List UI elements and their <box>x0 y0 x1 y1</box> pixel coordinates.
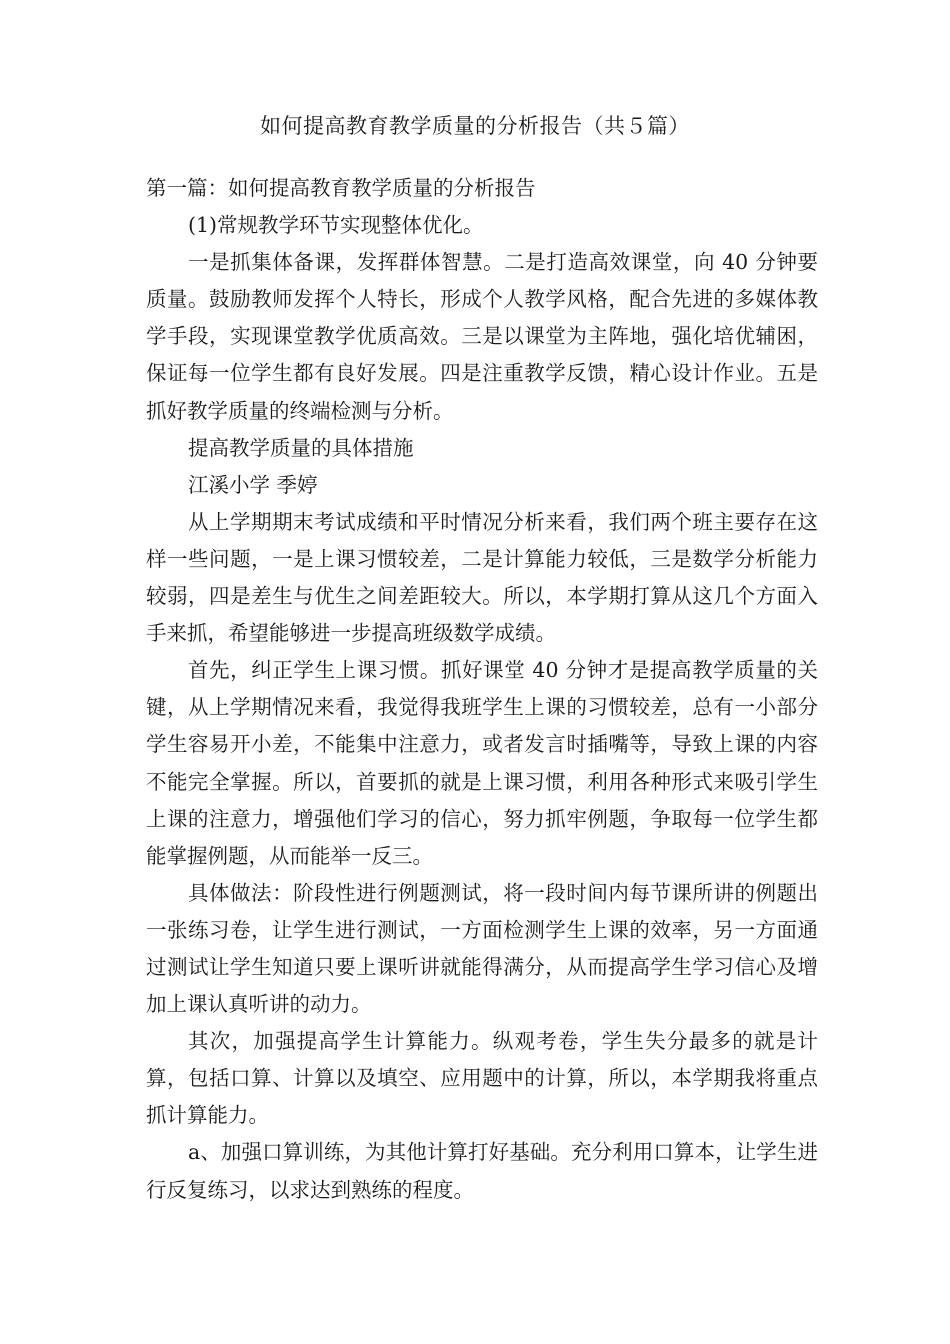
paragraph: a、加强口算训练，为其他计算打好基础。充分利用口算本，让学生进行反复练习，以求达到熟练的程度。 <box>146 1140 818 1202</box>
paragraph: (1)常规教学环节实现整体优化。 <box>188 213 484 238</box>
paragraph: 其次，加强提高学生计算能力。纵观考卷，学生失分最多的就是计算，包括口算、计算以及填空、应用题中的计算，所以，本学期我将重点抓计算能力。 <box>146 1029 818 1128</box>
document-title: 如何提高教育教学质量的分析报告（共５篇） <box>260 114 690 138</box>
paragraph: 具体做法：阶段性进行例题测试，将一段时间内每节课所讲的例题出一张练习卷，让学生进行测试，一方面检测学生上课的效率，另一方面通过测试让学生知道只要上课听讲就能得满分，从而提高学生学习信心及增加上课认真听讲的动力。 <box>146 880 818 1017</box>
document-body <box>146 170 818 1209</box>
paragraph: 首先，纠正学生上课习惯。抓好课堂 40 分钟才是提高教学质量的关键，从上学期情况来看，我觉得我班学生上课的习惯较差，总有一小部分学生容易开小差，不能集中注意力，或者发言时插嘴等，导致上课的内容不能完全掌握。所以，首要抓的就是上课习惯，利用各种形式来吸引学生上课的注意力，增强他们学习的信心，努力抓牢例题，争取每一位学生都能掌握例题，从而能举一反三。 <box>146 658 818 868</box>
paragraph: 提高教学质量的具体措施 <box>188 435 414 460</box>
paragraph: 第一篇：如何提高教育教学质量的分析报告 <box>146 176 536 200</box>
paragraph: 江溪小学 季婷 <box>188 472 318 497</box>
paragraph: 从上学期期末考试成绩和平时情况分析来看，我们两个班主要存在这样一些问题，一是上课习惯较差，二是计算能力较低，三是数学分析能力较弱，四是差生与优生之间差距较大。所以，本学期打算从这几个方面入手来抓，希望能够进一步提高班级数学成绩。 <box>146 509 818 646</box>
paragraph: 一是抓集体备课，发挥群体智慧。二是打造高效课堂，向 40 分钟要质量。鼓励教师发挥个人特长，形成个人教学风格，配合先进的多媒体教学手段，实现课堂教学优质高效。三是以课堂为主阵地，强化培优辅困，保证每一位学生都有良好发展。四是注重教学反馈，精心设计作业。五是抓好教学质量的终端检测与分析。 <box>146 250 818 423</box>
